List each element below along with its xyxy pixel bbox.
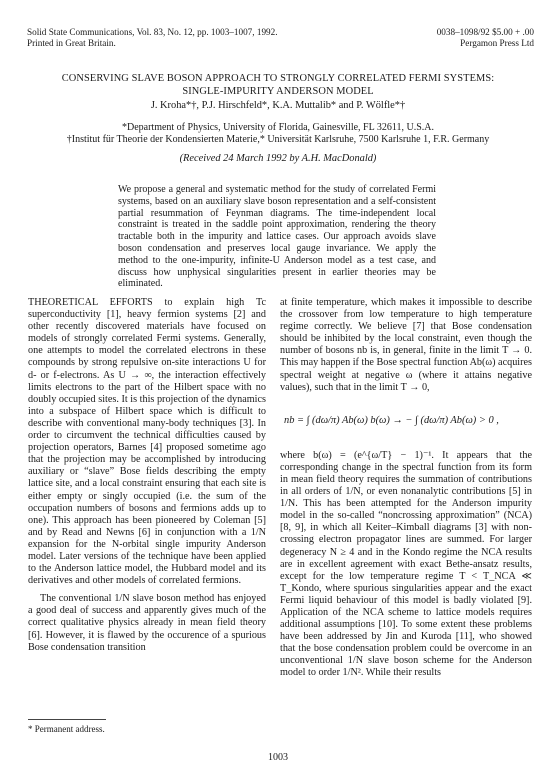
page-number: 1003 <box>268 752 288 763</box>
paper-title <box>20 72 536 98</box>
abstract: We propose a general and systematic method for the study of correlated Fermi systems, based on an auxiliary slave boson representation and a self-consistent partial resummation of Feynman diagrams. The time-independent local constraint is treated in the saddle point approximation, rendering the theory tractable both in the impurity and lattice cases. Our approach avoids slave boson condensation and preserves local gauge invariance. We apply the method to the one-impurity, infinite-U Anderson model as a test case, and discuss how unphysical singularities present in earlier theories may be eliminated. <box>118 184 436 290</box>
title-line-2: SINGLE-IMPURITY ANDERSON MODEL <box>182 86 374 97</box>
printed-in: Printed in Great Britain. <box>27 38 116 48</box>
title-line-1: CONSERVING SLAVE BOSON APPROACH TO STRONGLY CORRELATED FERMI SYSTEMS: <box>61 73 495 84</box>
boson-number-equation <box>280 406 532 440</box>
affiliation-karlsruhe: †Institut für Theorie der Kondensierten Materie,* Universität Karlsruhe, 7500 Karlsruhe 1, F.R. Germany <box>66 134 490 145</box>
journal-header-right <box>437 27 534 49</box>
received-date: (Received 24 March 1992 by A.H. MacDonald) <box>179 153 377 164</box>
article-code: 0038–1098/92 $5.00 + .00 <box>436 27 534 37</box>
journal-citation: Solid State Communications, Vol. 83, No. 12, pp. 1003–1007, 1992. <box>27 27 278 37</box>
author-list: J. Kroha*†, P.J. Hirschfeld*, K.A. Muttalib* and P. Wölfle*† <box>150 100 406 111</box>
footnote: * Permanent address. <box>28 724 105 734</box>
affiliation-florida: *Department of Physics, University of Florida, Gainesville, FL 32611, U.S.A. <box>121 122 434 133</box>
left-column <box>28 297 266 654</box>
right-column <box>280 297 532 680</box>
publisher: Pergamon Press Ltd <box>460 38 534 48</box>
nca-paragraph: where b(ω) = (e^{ω/T} − 1)⁻¹. It appears that the corresponding change in the spectral function from its form in mean field theory requires the summation of contributions in all orders of 1/N, or even nonanalytic contributions [5] in 1/N. This has been attempted for the Anderson impurity model in the so-called “noncrossing approximation” (NCA) [8, 9], in which all Keiter–Kimball diagrams [3] with non-crossing electron propagator lines are summed. For larger degeneracy N ≥ 4 and in the Kondo regime the NCA results are in excellent agreement with exact Bethe-ansatz results, except for the low temperature regime T < T_NCA ≪ T_Kondo, where spurious singularities appear and the exact Fermi liquid behaviour of this model is badly violated [9]. Application of the NCA scheme to lattice models requires additional assumptions [10]. To some extent these problems have been addressed by Jin and Kuroda [11], who showed that the bose condensation problem could be overcome in an unconventional 1/N slave boson scheme for the Anderson model to order 1/N². While their results <box>280 449 532 679</box>
equation-text: nb = ∫ (dω/π) Ab(ω) b(ω) → − ∫ (dω/π) Ab(ω) > 0 , <box>284 414 499 426</box>
condensation-paragraph: at finite temperature, which makes it impossible to describe the crossover from low temperature to high temperature regime correctly. We believe [7] that Bose condensation should be inhibited by the local constraint, even though the number of bosons nb is, in general, finite in the limit T → 0. This may happen if the Bose spectral function Ab(ω) acquires spectral weight at negative ω (where it attains negative values), such that in the limit T → 0, <box>280 297 532 393</box>
intro-paragraph: THEORETICAL EFFORTS to explain high Tc superconductivity [1], heavy fermion systems [2] and other recently discovered materials have focused on models of strongly correlated Fermi systems. Generally, one attempts to model the correlated electrons in these compounds by strong repulsive on-site interactions U for d- or f-electrons. As U → ∞, the interaction effectively limits electrons to the part of the Hilbert space with no doubly occupied sites. It is this projection of the dynamics into a subspace of Hilbert space which is difficult to describe with conventional many-body techniques [3]. In order to circumvent the technical difficulties caused by projection operators, Barnes [4] proposed sometime ago that the projection may be accomplished by introducing auxiliary or “slave” Bose fields describing the empty lattice site, and a local constraint ensuring that each site is either empty or singly occupied (i.e. the sum of the occupation numbers of bosons and fermions adds up to one). This approach has been pioneered by Coleman [5] and by Read and Newns [6] in conjunction with a 1/N expansion for the N-orbital single impurity Anderson model. Later versions of the technique have been applied to the Anderson lattice model, the Hubbard model and its derivatives and other models of correlated fermions. <box>28 297 266 587</box>
slave-boson-paragraph: The conventional 1/N slave boson method has enjoyed a good deal of success and apparently gives much of the correct qualitative physics already in mean field theory [6]. However, it is flawed by the occurence of a spurious Bose condensation transition <box>28 593 266 653</box>
footnote-rule <box>28 719 106 720</box>
journal-header-left <box>27 27 278 49</box>
